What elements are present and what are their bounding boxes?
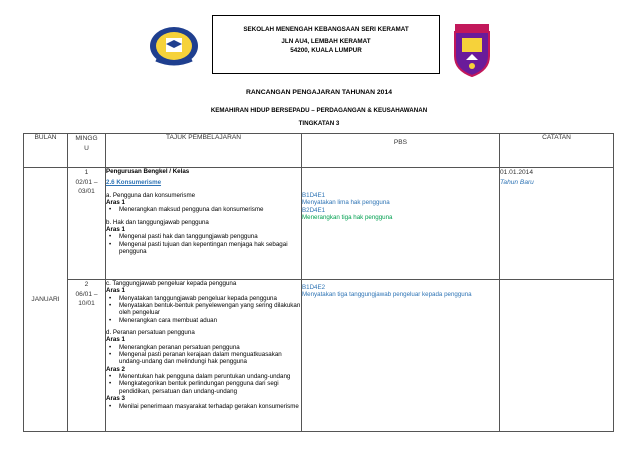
week2-topic-cell: [106, 280, 302, 432]
week2-c-list: [106, 295, 301, 324]
week2-cell: [68, 280, 106, 432]
header-bulan: BULAN: [24, 134, 68, 168]
table-header-row: [24, 134, 614, 168]
week1-section: 2.6 Konsumerisme: [106, 179, 162, 187]
school-name: SEKOLAH MENENGAH KEBANGSAAN SERI KERAMAT: [243, 26, 409, 33]
week1-heading: Pengurusan Bengkel / Kelas: [106, 168, 190, 175]
week2-pbs-cell: [302, 280, 500, 432]
week2-c-title: c. Tanggungjawab pengeluar kepada pengguna: [106, 280, 237, 287]
week1-pbs-code: B1D4E1: [302, 192, 326, 199]
list-item: • Menyatakan tanggungjawab pengeluar kepada pengguna: [119, 295, 301, 302]
list-item: • Mengenal pasti tujuan dan kepentingan menjaga hak sebagai pengguna: [119, 241, 301, 256]
catatan-note: Tahun Baru: [500, 178, 534, 186]
header-minggu: [68, 134, 106, 168]
list-item: • Mengenal pasti peranan kerajaan dalam menguatkuasakan undang-undang dan melindungi hak pengguna: [119, 351, 301, 366]
list-item: • Mengenal pasti hak dan tanggungjawab pengguna: [119, 233, 301, 240]
list-item: • Menerangkan peranan persatuan pengguna: [119, 344, 301, 351]
week2-number: 2: [84, 281, 89, 288]
week1-pbs-cell: [302, 168, 500, 280]
header-pbs: PBS: [302, 134, 500, 168]
week2-d-level1: Aras 1: [106, 336, 125, 344]
week1-pbs-desc: Menyatakan lima hak pengguna: [302, 199, 390, 207]
list-item: • Menerangkan maksud pengguna dan konsumerisme: [119, 206, 301, 213]
list-item: • Mengkategorikan bentuk perlindungan pengguna dari segi pendidikan, persatuan dan undang-undang: [119, 380, 301, 395]
week1-dates-a: 02/01 –: [75, 178, 98, 186]
ministry-logo: [148, 24, 200, 68]
header-tajuk: TAJUK PEMBELAJARAN: [106, 134, 302, 168]
week2-catatan-cell: [500, 280, 614, 432]
week1-b-level: Aras 1: [106, 226, 125, 234]
week2-c-level: Aras 1: [106, 287, 125, 295]
week1-dates-b: 03/01: [78, 188, 95, 196]
week1-cell: [68, 168, 106, 280]
plan-title: RANCANGAN PENGAJARAN TAHUNAN 2014: [245, 89, 393, 96]
lesson-plan-table: [23, 133, 614, 432]
week1-a-level: Aras 1: [106, 199, 125, 207]
subject-title: KEMAHIRAN HIDUP BERSEPADU – PERDAGANGAN & KEUSAHAWANAN: [210, 107, 428, 114]
list-item: • Menilai penerimaan masyarakat terhadap gerakan konsumerisme: [119, 403, 301, 410]
list-item: • Menerangkan cara membuat aduan: [119, 317, 301, 324]
week1-pbs-desc2: Menerangkan tiga hak pengguna: [302, 213, 393, 221]
table-row-week2: [24, 280, 614, 432]
school-header-box: [212, 15, 440, 74]
school-address-line2: 54200, KUALA LUMPUR: [290, 46, 362, 54]
header-catatan: CATATAN: [500, 134, 614, 168]
week2-d-level3: Aras 3: [106, 395, 125, 403]
week1-topic-cell: [106, 168, 302, 280]
week2-dates-b: 10/01: [78, 300, 95, 308]
week1-a-list: [106, 206, 301, 213]
week2-d-list3: [106, 403, 301, 410]
week2-pbs-code: B1D4E2: [302, 284, 326, 291]
week2-d-list2: [106, 373, 301, 395]
header-minggu-a: MINGG: [75, 135, 98, 142]
week1-catatan-cell: [500, 168, 614, 280]
list-item: • Menyatakan bentuk-bentuk penyelewengan yang sering dilakukan oleh pengeluar: [119, 302, 301, 317]
school-address-line1: JLN AU4, LEMBAH KERAMAT: [281, 38, 371, 46]
week1-b-title: b. Hak dan tanggungjawab pengguna: [106, 218, 209, 226]
list-item: • Menentukan hak pengguna dalam peruntukan undang-undang: [119, 373, 301, 380]
week1-pbs-code2: B2D4E1: [302, 206, 326, 214]
month-cell: JANUARI: [24, 168, 68, 432]
week2-d-title: d. Peranan persatuan pengguna: [106, 329, 195, 337]
catatan-date: 01.01.2014: [500, 169, 534, 176]
week2-dates-a: 06/01 –: [75, 290, 98, 298]
week2-d-list1: [106, 344, 301, 366]
week1-number: 1: [84, 169, 89, 176]
form-level: TINGKATAN 3: [298, 120, 340, 127]
week1-b-list: [106, 233, 301, 255]
school-crest-logo: [452, 22, 492, 78]
week1-a-title: a. Pengguna dan konsumerisme: [106, 191, 196, 199]
header-minggu-b: U: [84, 145, 89, 152]
week2-pbs-desc: Menyatakan tiga tanggungjawab pengeluar kepada pengguna: [302, 291, 472, 299]
table-row-week1: [24, 168, 614, 280]
week2-d-level2: Aras 2: [106, 365, 125, 373]
